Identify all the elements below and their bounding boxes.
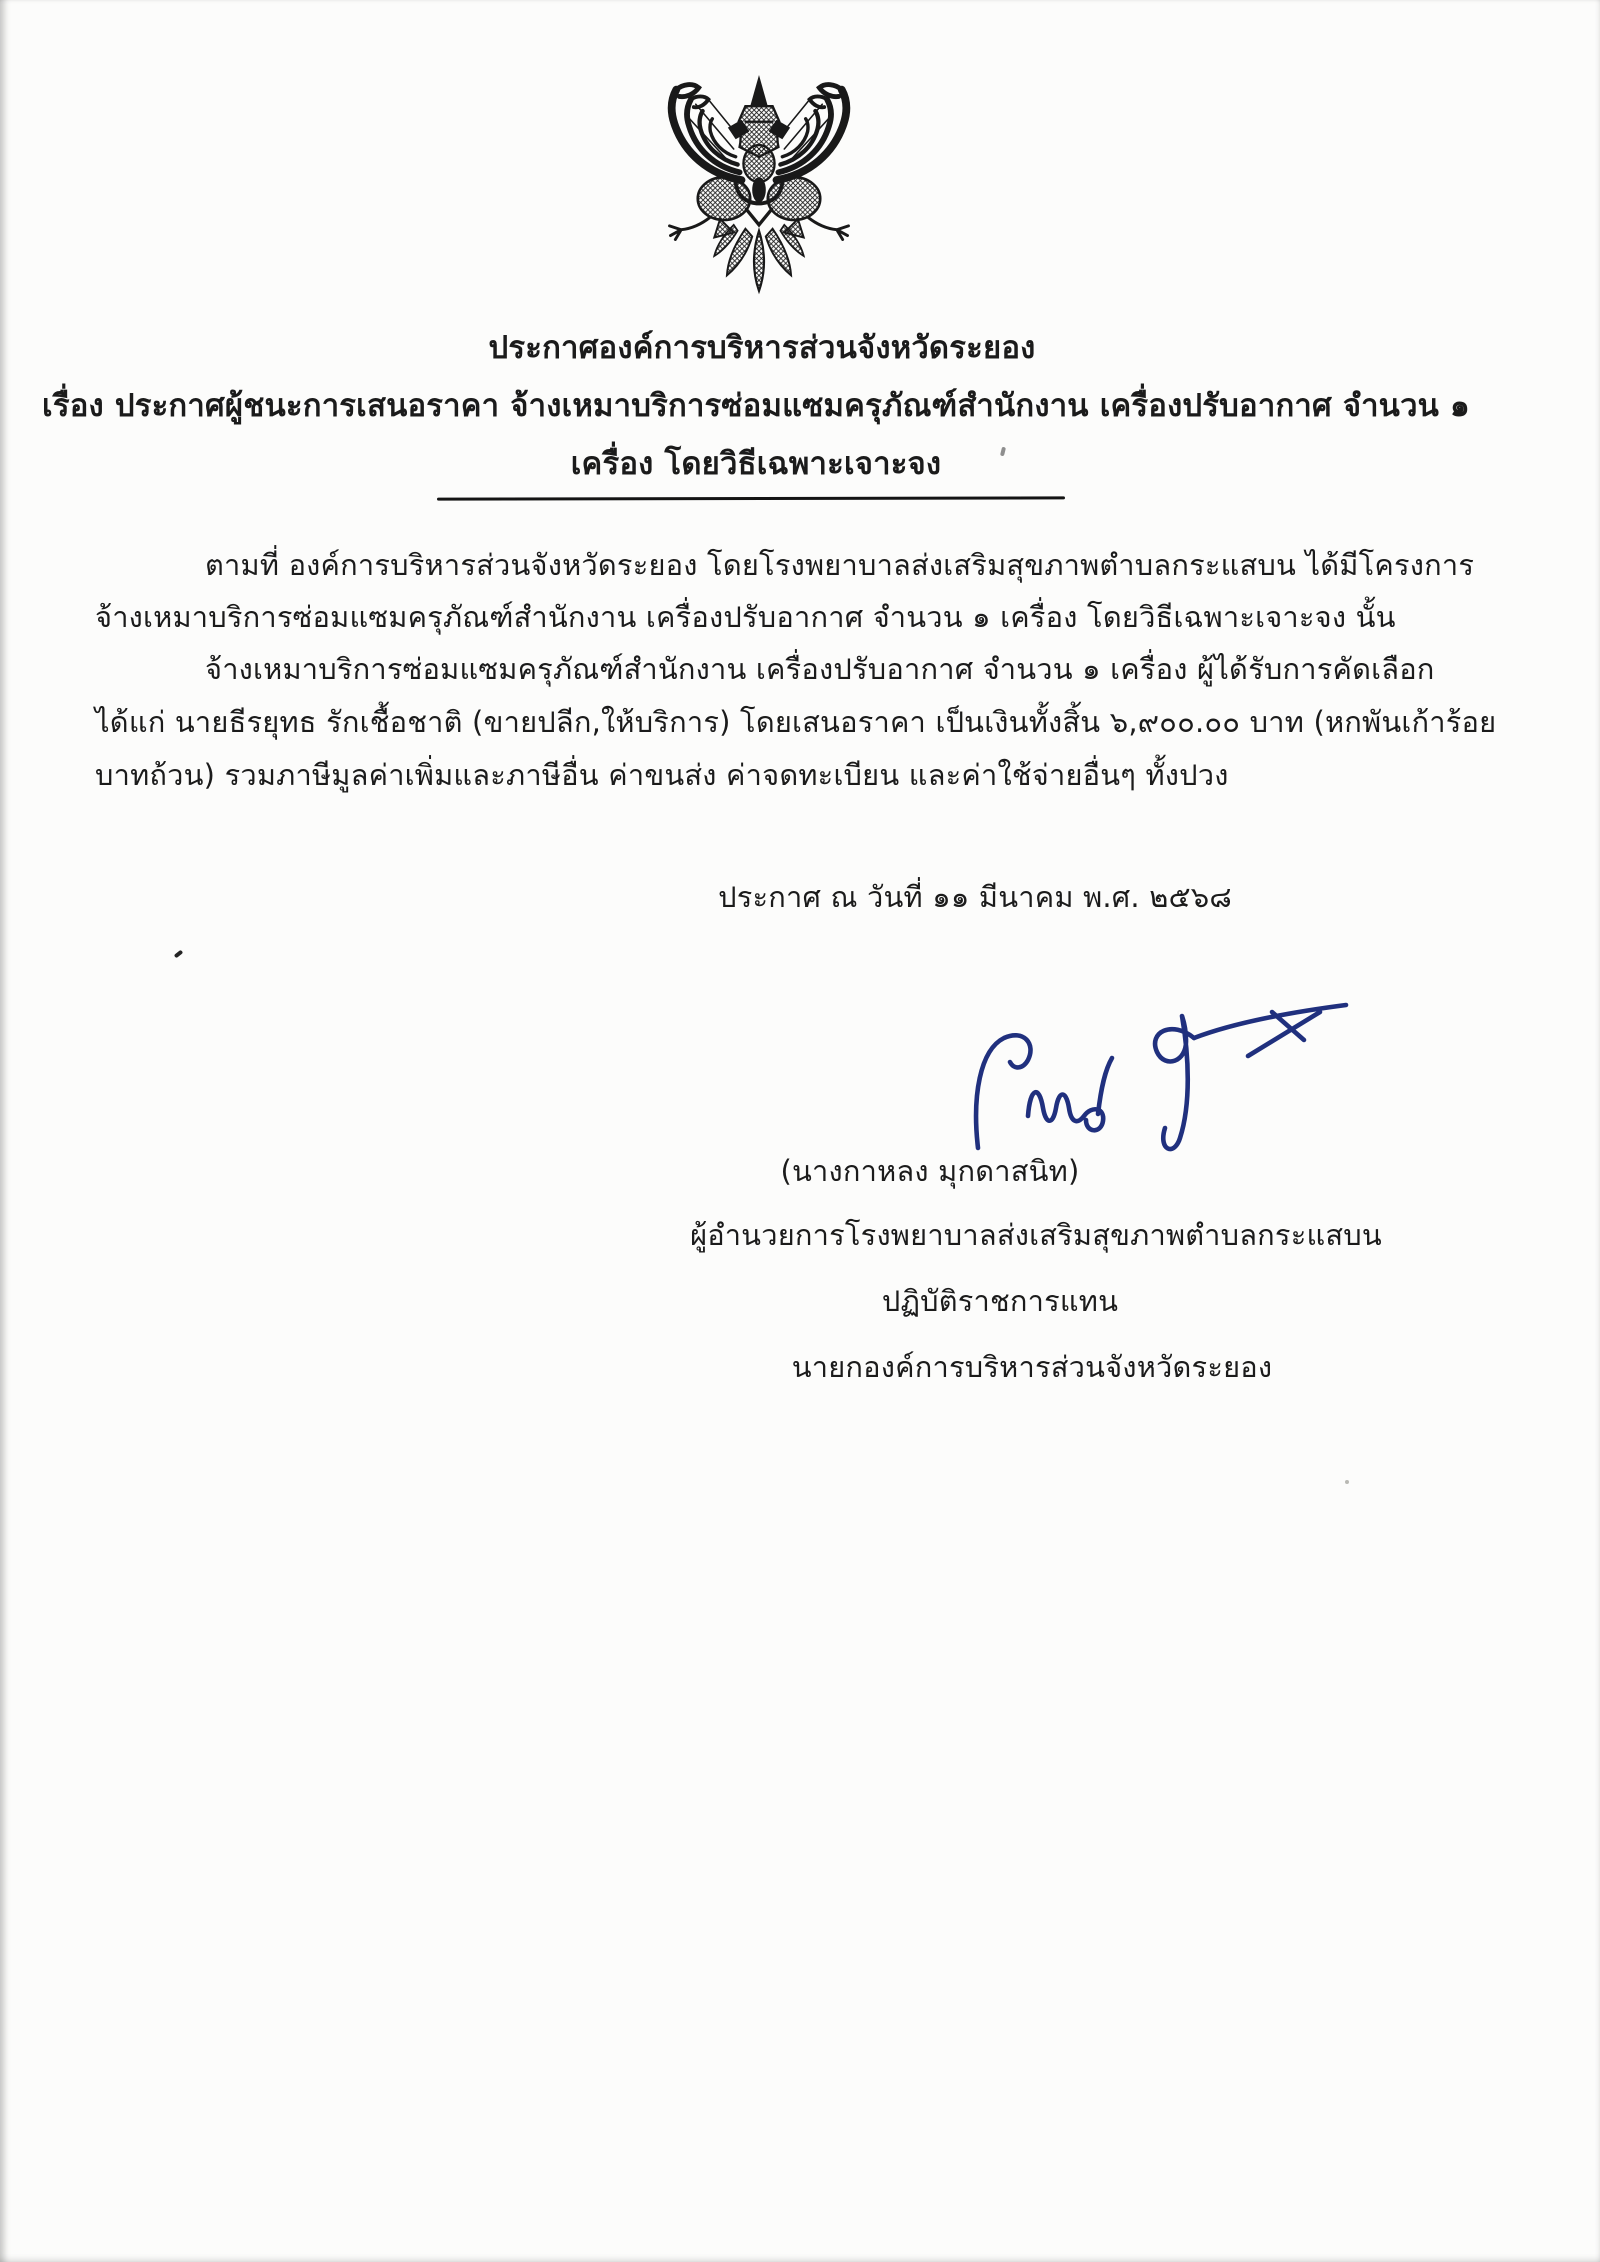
body-line: จ้างเหมาบริการซ่อมแซมครุภัณฑ์สำนักงาน เครื่องปรับอากาศ จำนวน ๑ เครื่อง ผู้ได้รับการคัดเลือก xyxy=(205,652,1435,686)
body-line: ได้แก่ นายธีรยุทธ รักเชื้อชาติ (ขายปลีก,ให้บริการ) โดยเสนอราคา เป็นเงินทั้งสิ้น ๖,๙๐๐.๐๐ บาท (หกพันเก้าร้อย xyxy=(95,705,1497,739)
subject-line-2: เครื่อง โดยวิธีเฉพาะเจาะจง xyxy=(570,446,942,482)
announcement-date-line: ประกาศ ณ วันที่ ๑๑ มีนาคม พ.ศ. ๒๕๖๘ xyxy=(718,880,1232,914)
signer-authority: นายกองค์การบริหารส่วนจังหวัดระยอง xyxy=(791,1350,1273,1384)
signer-position: ผู้อำนวยการโรงพยาบาลส่งเสริมสุขภาพตำบลกระแสบน xyxy=(690,1218,1382,1252)
handwritten-signature xyxy=(948,992,1358,1170)
body-line: จ้างเหมาบริการซ่อมแซมครุภัณฑ์สำนักงาน เครื่องปรับอากาศ จำนวน ๑ เครื่อง โดยวิธีเฉพาะเจาะจง นั้น xyxy=(95,600,1396,634)
document-title: ประกาศองค์การบริหารส่วนจังหวัดระยอง xyxy=(488,330,1036,366)
signer-acting-for: ปฏิบัติราชการแทน xyxy=(881,1284,1119,1318)
title-divider-line xyxy=(437,496,1065,500)
scan-speck xyxy=(174,950,184,959)
scan-dot xyxy=(1345,1480,1349,1484)
body-line: ตามที่ องค์การบริหารส่วนจังหวัดระยอง โดยโรงพยาบาลส่งเสริมสุขภาพตำบลกระแสบน ได้มีโครงการ xyxy=(205,548,1475,582)
stray-mark xyxy=(1000,447,1006,457)
garuda-emblem-icon xyxy=(652,68,866,300)
body-line: บาทถ้วน) รวมภาษีมูลค่าเพิ่มและภาษีอื่น ค่าขนส่ง ค่าจดทะเบียน และค่าใช้จ่ายอื่นๆ ทั้งปวง xyxy=(95,758,1229,792)
subject-line-1: เรื่อง ประกาศผู้ชนะการเสนอราคา จ้างเหมาบริการซ่อมแซมครุภัณฑ์สำนักงาน เครื่องปรับอากาศ จำนวน ๑ xyxy=(42,388,1470,424)
signer-name: (นางกาหลง มุกดาสนิท) xyxy=(780,1154,1080,1188)
